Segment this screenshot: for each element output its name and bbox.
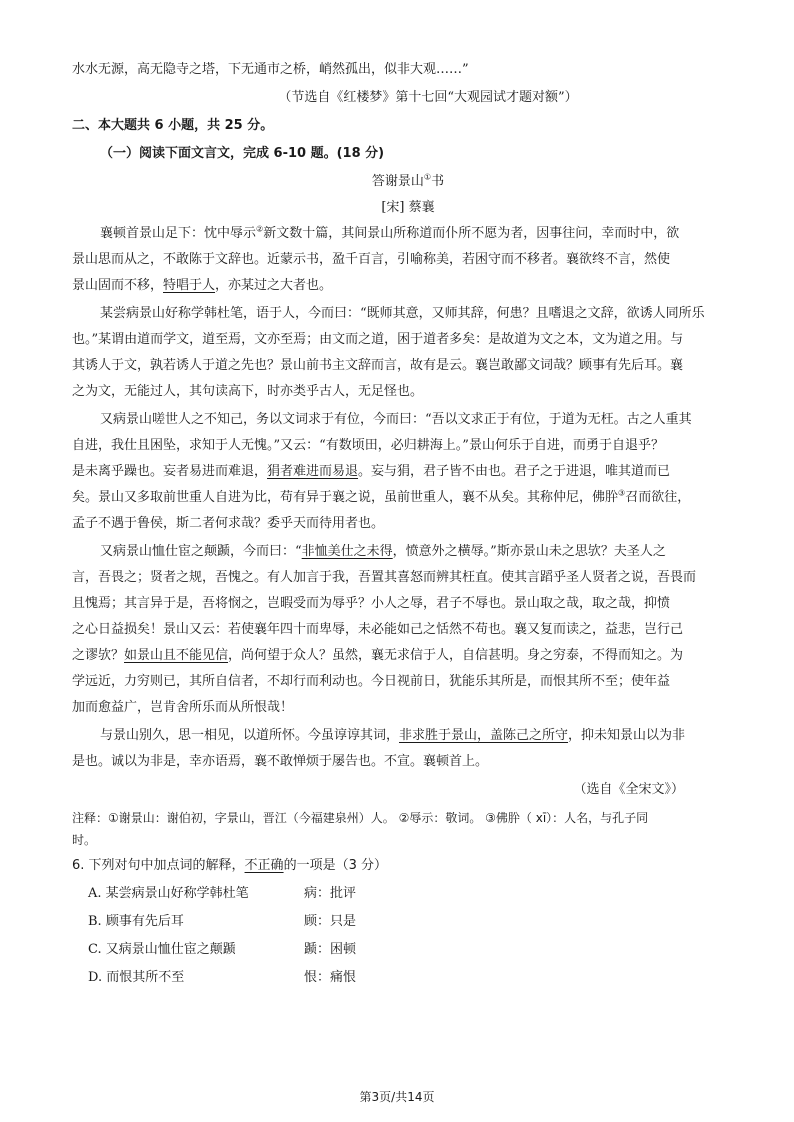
q6-option-d-answer: 恨：痛恨 (304, 970, 357, 985)
p5-underlined: 非求胜于景山，盖陈己之所守 (399, 728, 569, 743)
p4-line-7: 加而愈益广，岂肯舍所乐而从所恨哉！ (72, 700, 294, 715)
p5-line-1 (72, 726, 724, 746)
notes-line-1: 注释：①谢景山：谢伯初，字景山，晋江（今福建泉州）人。 ②辱示：敬词。 ③佛肸（ xī）：人名，与孔子同 (72, 811, 649, 825)
footnote-mark-3: ③ (618, 488, 626, 498)
p4-text-e-post: ，尚何望于众人？虽然，襄无求信于人，自信甚明。身之穷泰，不得而知之。为 (228, 648, 684, 663)
q6-option-b-answer: 顾：只是 (304, 914, 357, 929)
p3-line-4 (72, 488, 724, 508)
passage-title-suffix: 书 (431, 174, 445, 189)
p1-text-d-post: ，亦某过之大者也。 (215, 278, 333, 293)
intro-tail: 水水无源，高无隐寺之塔，下无通市之桥，峭然孤出，似非大观……” (72, 62, 469, 77)
p4-text-e-pre: 之谬欤？ (72, 648, 125, 663)
p2-line-2: 也。”某谓由道而学文，道至焉，文亦至焉；由文而之道，困于道者多矣：是故道为文之本，文为道之用。与 (72, 332, 684, 347)
notes-line-2: 时。 (72, 833, 97, 847)
p5-text-a-post: ，抑未知景山以为非 (568, 728, 686, 743)
page-footer: 第3页/共14页 (359, 1090, 435, 1104)
p4-line-1 (72, 542, 724, 562)
p1-text-d-pre: 景山固而不移， (72, 278, 164, 293)
q6-stem-post: 的一项是（3 分） (283, 858, 387, 873)
p4-text-a-pre: 又病景山恤仕宦之颠踬，今而曰：“ (100, 544, 302, 559)
p4-underlined-2: 如景山且不能见信 (124, 648, 229, 663)
title-footnote-mark: ① (423, 172, 432, 182)
p2-line-1: 某尝病景山好称学韩杜笔，语于人，今而曰：“既师其意，又师其辞，何患？且嗜退之文辞，欲诱人同所乐 (100, 306, 705, 321)
p3-text-d: 矣。景山又多取前世重人自进为比，苟有异于襄之说，虽前世重人，襄不从矣。其称仲尼，佛肸 (72, 490, 619, 505)
p4-line-3: 且愧焉；其言异于是，吾将悯之，岂暇受而为辱乎？小人之辱，君子不辱也。景山取之哉，取之哉，抑愤 (72, 596, 671, 611)
footnote-mark-2: ② (256, 224, 264, 234)
p4-line-4: 之心日益损矣！景山又云：若使襄年四十而卑辱，未必能如己之恬然不苟也。襄又复而读之，益悲，岂行己 (72, 622, 684, 637)
p1-line-2: 景山思而从之，不敢陈于文辞也。近蒙示书，盈千百言，引喻称美，若困守而不移者。襄欲终不言，然使 (72, 252, 671, 267)
p5-line-2: 是也。诚以为非是，幸亦语焉，襄不敢惮烦于屡告也。不宣。襄顿首上。 (72, 754, 489, 769)
p3-text-c-pre: 是未离乎躁也。妄者易进而难退， (72, 464, 268, 479)
p4-line-6: 学远近，力穷则已，其所自信者，不却行而利动也。今日视前日，犹能乐其所是，而恨其所不至；使年益 (72, 674, 671, 689)
p3-line-2: 自进，我仕且困坠，求知于人无愧。”又云：“有数顷田，必归耕海上。”景山何乐于自进，而勇于自退乎？ (72, 438, 664, 453)
q6-stem-underlined: 不正确 (244, 858, 284, 873)
section-heading: 二、本大题共 6 小题，共 25 分。 (72, 118, 274, 133)
passage-source: （选自《全宋文》） (573, 782, 684, 797)
p2-line-3: 其诱人于文，孰若诱人于道之先也？景山前书主文辞而言，故有是云。襄岂敢鄙文词哉？顾事有先后耳。襄 (72, 358, 684, 373)
p3-underlined: 狷者难进而易退 (267, 464, 359, 479)
question-6-stem (72, 856, 724, 876)
intro-source: （节选自《红楼梦》第十七回“大观园试才题对额”） (278, 90, 578, 105)
p5-text-a-pre: 与景山别久，思一相见，以道所怀。今虽谆谆其词， (100, 728, 400, 743)
p3-text-d2: 召而欲往， (625, 490, 691, 505)
p3-text-c-post: 。妄与狷，君子皆不由也。君子之于进退，唯其道而已 (358, 464, 671, 479)
passage-title-text: 答谢景山 (371, 174, 424, 189)
q6-option-b-label: B. 顾事有先后耳 (88, 914, 184, 929)
p4-text-a-post: ，愤意外之横辱。”斯亦景山未之思欤？夫圣人之 (392, 544, 666, 559)
p3-line-3 (72, 462, 724, 482)
p1-text-a: 襄顿首景山足下：忱中辱示 (100, 226, 257, 241)
p4-underlined-1: 非恤美仕之未得 (301, 544, 393, 559)
p4-line-5 (72, 646, 724, 666)
passage-title (72, 172, 724, 192)
p4-line-2: 言，吾畏之；贤者之规，吾愧之。有人加言于我，吾置其喜怒而辨其枉直。使其言蹈乎圣人贤者之说，吾畏而 (72, 570, 697, 585)
q6-option-d-label: D. 而恨其所不至 (88, 970, 185, 985)
p1-underlined: 特唱于人 (163, 278, 216, 293)
p1-line-3 (72, 276, 724, 296)
p1-line-1 (72, 224, 724, 244)
p1-text-b: 新文数十篇，其间景山所称道而仆所不愿为者，因事往问，幸而时中，欲 (263, 226, 680, 241)
q6-option-c-answer: 踬：困顿 (304, 942, 357, 957)
p3-line-1: 又病景山嗟世人之不知己，务以文词求于有位，今而曰：“吾以文求正于有位，于道为无枉。古之人重其 (100, 412, 692, 427)
p2-line-4: 之为文，无能过人，其句读高下，时亦类乎古人，无足怪也。 (72, 384, 424, 399)
q6-option-a-answer: 病：批评 (304, 886, 357, 901)
p3-line-5: 孟子不遇于鲁侯，斯二者何求哉？委乎天而待用者也。 (72, 516, 385, 531)
subsection-heading: （一）阅读下面文言文，完成 6-10 题。(18 分) (100, 146, 385, 161)
q6-option-c-label: C. 又病景山恤仕宦之颠踬 (88, 942, 236, 957)
passage-author: [宋] 蔡襄 (381, 200, 435, 215)
q6-stem-pre: 6. 下列对句中加点词的解释， (72, 858, 245, 873)
q6-option-a-label: A. 某尝病景山好称学韩杜笔 (88, 886, 249, 901)
